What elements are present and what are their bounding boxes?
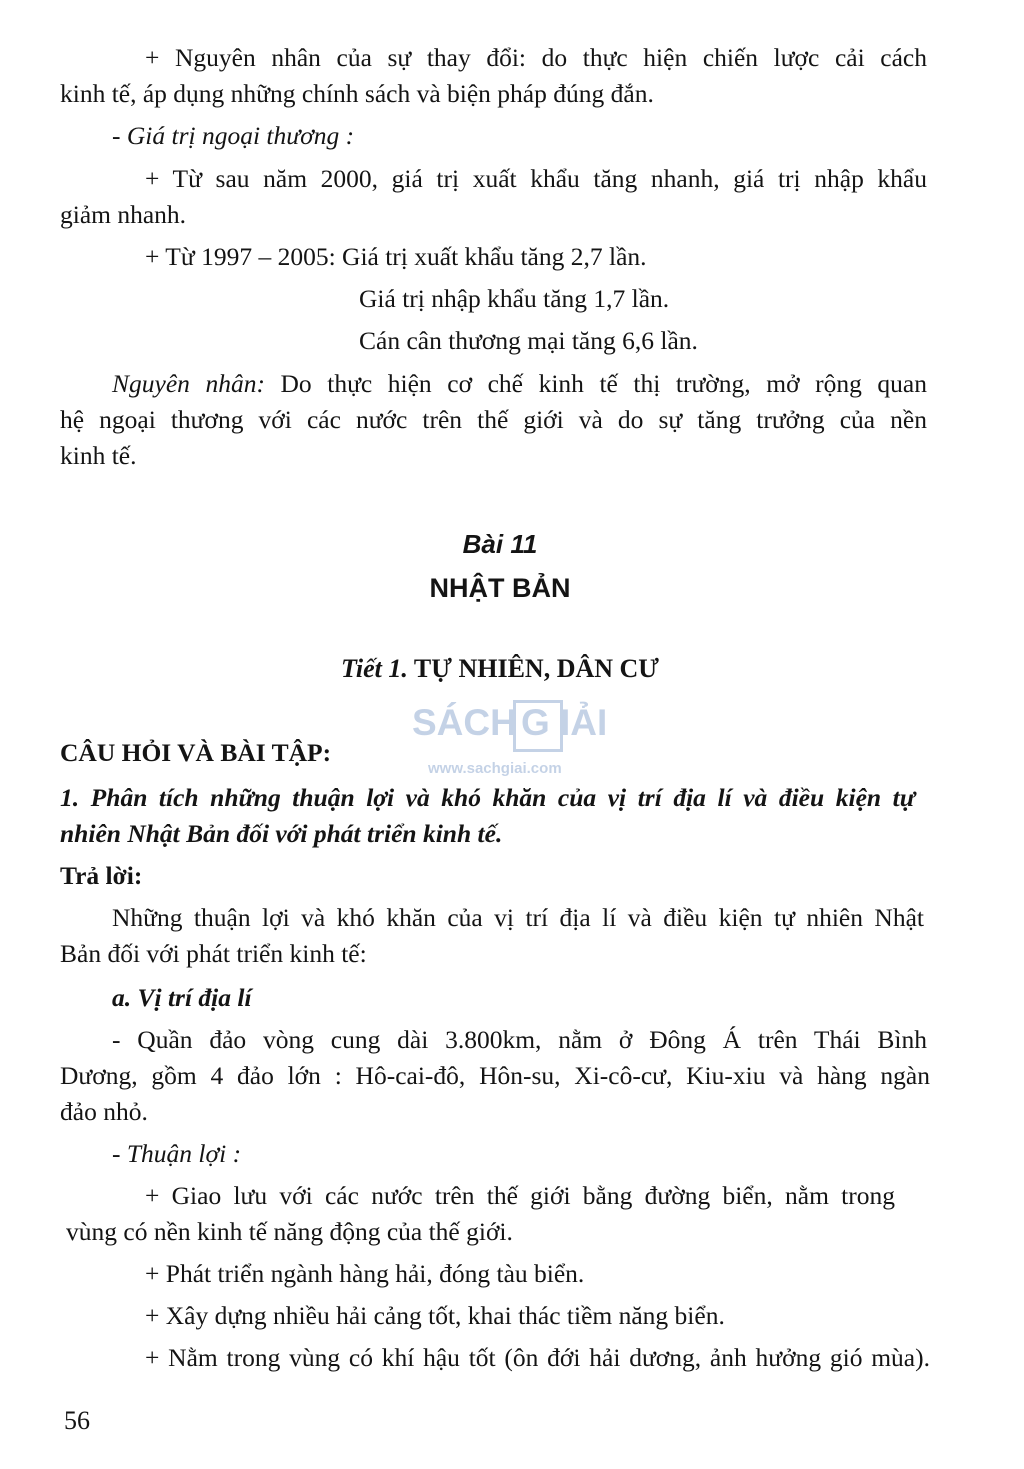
text-line: kinh tế. <box>60 441 137 470</box>
text-line: kinh tế, áp dụng những chính sách và biện pháp đúng đắn. <box>60 79 654 108</box>
watermark-brand-right: IẢI <box>560 702 608 743</box>
text-line: + Từ sau năm 2000, giá trị xuất khẩu tăng nhanh, giá trị nhập khẩu <box>145 164 927 193</box>
watermark-brand-left: SÁCH <box>412 702 517 743</box>
question-text: 1. Phân tích những thuận lợi và khó khăn của vị trí địa lí và điều kiện tự <box>60 783 915 812</box>
reason-text: Do thực hiện cơ chế kinh tế thị trường, mở rộng quan <box>264 369 927 398</box>
watermark-brand-box: G <box>521 702 550 743</box>
text-line: đảo nhỏ. <box>60 1097 148 1126</box>
text-line: Giá trị nhập khẩu tăng 1,7 lần. <box>359 284 670 313</box>
watermark-url: www.sachgiai.com <box>428 760 562 777</box>
text-line: + Nằm trong vùng có khí hậu tốt (ôn đới hải dương, ảnh hưởng gió mùa). <box>145 1343 930 1372</box>
text-line: Những thuận lợi và khó khăn của vị trí địa lí và điều kiện tự nhiên Nhật <box>112 903 924 932</box>
text-line: Bản đối với phát triển kinh tế: <box>60 939 367 968</box>
text-line: Cán cân thương mại tăng 6,6 lần. <box>359 326 698 355</box>
lesson-title: NHẬT BẢN <box>429 573 571 603</box>
text-line: + Phát triển ngành hàng hải, đóng tàu biển. <box>145 1259 585 1288</box>
page-number: 56 <box>64 1406 90 1435</box>
section-heading: CÂU HỎI VÀ BÀI TẬP: <box>60 738 332 767</box>
reason-label: Nguyên nhân: <box>112 369 265 398</box>
text-line: Dương, gồm 4 đảo lớn : Hô-cai-đô, Hôn-su, Xi-cô-cư, Kiu-xiu và hàng ngàn <box>60 1061 930 1090</box>
text-line: - Quần đảo vòng cung dài 3.800km, nằm ở Đông Á trên Thái Bình <box>112 1025 927 1054</box>
question-text: nhiên Nhật Bản đối với phát triển kinh tế. <box>60 819 503 848</box>
period-title <box>0 651 1000 687</box>
period-name: TỰ NHIÊN, DÂN CƯ <box>407 654 659 683</box>
subheading: a. Vị trí địa lí <box>112 983 252 1012</box>
text-line <box>112 366 927 402</box>
text-line: - Giá trị ngoại thương : <box>112 121 355 150</box>
text-line: - Thuận lợi : <box>112 1139 242 1168</box>
text-line: + Xây dựng nhiều hải cảng tốt, khai thác tiềm năng biển. <box>145 1301 725 1330</box>
period-label: Tiết 1. <box>340 654 408 683</box>
text-line: giảm nhanh. <box>60 200 187 229</box>
text-line: + Từ 1997 – 2005: Giá trị xuất khẩu tăng 2,7 lần. <box>145 242 647 271</box>
text-line: vùng có nền kinh tế năng động của thế giới. <box>66 1217 513 1246</box>
text-line: hệ ngoại thương với các nước trên thế giới và do sự tăng trưởng của nền <box>60 405 927 434</box>
answer-label: Trả lời: <box>60 861 143 890</box>
text-line: + Giao lưu với các nước trên thế giới bằng đường biển, nằm trong <box>145 1181 895 1210</box>
lesson-number: Bài 11 <box>462 529 538 559</box>
watermark-logo <box>408 700 618 780</box>
text-line: + Nguyên nhân của sự thay đổi: do thực hiện chiến lược cải cách <box>145 43 927 72</box>
